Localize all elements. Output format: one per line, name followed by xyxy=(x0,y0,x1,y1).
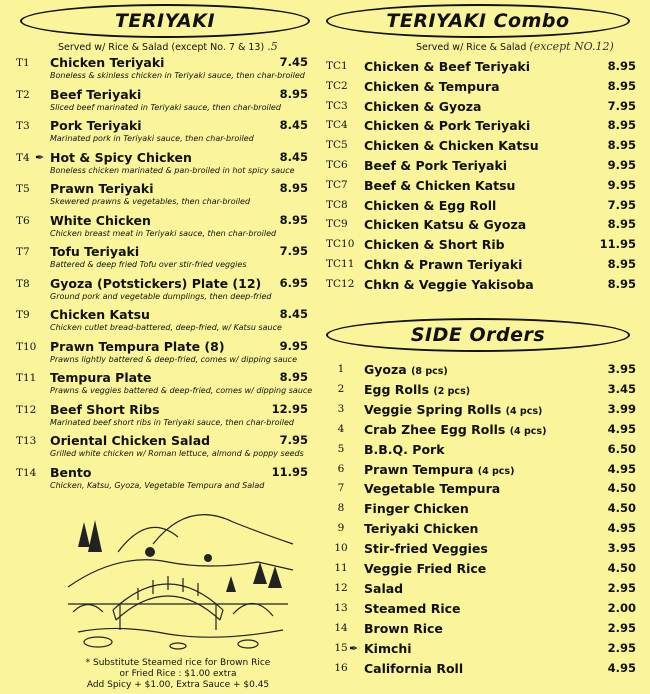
side-name xyxy=(364,481,500,496)
item-name: White Chicken xyxy=(50,212,151,228)
sides-banner xyxy=(326,318,630,352)
combo-title: TERIYAKI Combo xyxy=(386,10,570,32)
item-name: Hot & Spicy Chicken xyxy=(50,149,192,165)
side-code: 5 xyxy=(337,442,345,455)
item-code: T7 xyxy=(16,246,30,258)
side-name xyxy=(364,661,463,676)
item-price: 8.95 xyxy=(279,212,308,227)
side-code: 10 xyxy=(334,542,348,555)
side-code: 1 xyxy=(337,363,345,375)
side-portion-note: (4 pcs) xyxy=(477,465,515,477)
side-price: 3.99 xyxy=(607,401,636,416)
item-code: T14 xyxy=(16,466,37,479)
side-name-text: Steamed Rice xyxy=(364,600,461,616)
side-name-text: Brown Rice xyxy=(364,620,443,636)
item-name: Chicken Katsu xyxy=(50,307,150,322)
side-code: 6 xyxy=(337,462,345,475)
combo-code: TC10 xyxy=(326,238,355,251)
side-name xyxy=(364,362,448,377)
side-code: 2 xyxy=(337,382,345,395)
side-portion-note: (2 pcs) xyxy=(433,385,471,397)
side-name-text: Egg Rolls xyxy=(364,381,430,397)
item-price: 6.95 xyxy=(279,275,308,290)
side-price: 4.50 xyxy=(607,481,636,496)
item-code: T6 xyxy=(16,214,30,227)
item-description: Boneless & skinless chicken in Teriyaki sauce, then char-broiled xyxy=(50,71,305,80)
item-description: Sliced beef marinated in Teriyaki sauce, then char-broiled xyxy=(50,102,281,112)
item-code: T3 xyxy=(16,120,30,132)
item-name: Oriental Chicken Salad xyxy=(50,433,211,448)
side-portion-note: (4 pcs) xyxy=(505,405,543,417)
item-description: Ground pork and vegetable dumplings, then deep-fried xyxy=(50,291,272,301)
item-code: T12 xyxy=(16,403,37,416)
teriyaki-banner xyxy=(20,4,310,38)
side-code: 14 xyxy=(334,621,348,634)
combo-code: TC9 xyxy=(326,218,348,231)
side-price: 2.00 xyxy=(607,600,636,615)
teriyaki-handwritten-note: .5 xyxy=(267,40,278,53)
side-name-text: Salad xyxy=(364,580,404,596)
combo-name: Chicken Katsu & Gyoza xyxy=(364,217,527,233)
side-name xyxy=(364,601,461,616)
item-name: Bento xyxy=(50,464,92,480)
item-code: T9 xyxy=(16,309,30,321)
side-portion-note: (4 pcs) xyxy=(509,425,547,437)
combo-name: Chicken & Tempura xyxy=(364,78,500,94)
side-code: 4 xyxy=(337,422,345,435)
footnote-line-2: or Fried Rice : $1.00 extra xyxy=(119,669,237,679)
side-code: 8 xyxy=(337,502,345,515)
side-name-text: Prawn Tempura xyxy=(364,461,474,477)
side-name xyxy=(364,621,443,636)
item-code: T13 xyxy=(16,435,37,447)
item-description: Battered & deep fried Tofu over stir-fried veggies xyxy=(50,260,247,269)
side-code: 12 xyxy=(334,581,348,594)
side-code: 16 xyxy=(334,661,348,674)
side-name-text: Crab Zhee Egg Rolls xyxy=(364,421,506,437)
item-description: Chicken, Katsu, Gyoza, Vegetable Tempura and Salad xyxy=(50,480,265,490)
item-price: 11.95 xyxy=(271,464,308,479)
footnote-line-1: * Substitute Steamed rice for Brown Rice xyxy=(85,658,271,668)
side-name xyxy=(364,581,403,596)
side-price: 4.95 xyxy=(607,660,636,675)
side-price: 3.95 xyxy=(607,362,636,376)
item-description: Grilled white chicken w/ Roman lettuce, almond & poppy seeds xyxy=(50,449,304,458)
side-price: 2.95 xyxy=(607,620,636,635)
item-price: 8.95 xyxy=(279,370,308,384)
item-name: Prawn Tempura Plate (8) xyxy=(50,338,225,354)
side-code: 15 xyxy=(334,641,348,654)
item-description: Marinated beef short ribs in Teriyaki sauce, then char-broiled xyxy=(50,417,294,427)
item-name: Beef Short Ribs xyxy=(50,401,160,417)
combo-price: 8.95 xyxy=(607,138,636,153)
item-price: 8.45 xyxy=(279,149,308,164)
combo-subtitle-row xyxy=(416,40,614,53)
item-description: Boneless chicken marinated & pan-broiled in hot spicy sauce xyxy=(50,165,295,175)
side-name-text: Kimchi xyxy=(364,640,412,656)
item-price: 7.95 xyxy=(279,433,308,447)
side-name-text: B.B.Q. Pork xyxy=(364,441,445,457)
combo-price: 8.95 xyxy=(607,118,636,133)
combo-price: 8.95 xyxy=(607,78,636,93)
combo-code: TC1 xyxy=(326,60,348,72)
item-code: T5 xyxy=(16,183,30,195)
combo-name: Chicken & Gyoza xyxy=(364,98,482,114)
combo-code: TC2 xyxy=(326,79,348,92)
item-description: Chicken cutlet bread-battered, deep-fried, w/ Katsu sauce xyxy=(50,323,282,332)
combo-name: Chkn & Prawn Teriyaki xyxy=(364,257,523,272)
combo-name: Chkn & Veggie Yakisoba xyxy=(364,276,534,292)
item-price: 7.95 xyxy=(279,244,308,258)
item-code: T2 xyxy=(16,88,30,101)
side-code: 9 xyxy=(337,522,345,535)
item-description: Chicken breast meat in Teriyaki sauce, then char-broiled xyxy=(50,228,277,238)
combo-code: TC7 xyxy=(326,178,348,191)
side-name xyxy=(364,462,514,477)
side-price: 6.50 xyxy=(607,441,636,456)
side-price: 2.95 xyxy=(607,580,636,595)
chili-pepper-icon: ✒ xyxy=(35,150,45,164)
item-code: T4 xyxy=(16,151,30,164)
combo-code: TC5 xyxy=(326,139,348,152)
combo-price: 9.95 xyxy=(607,177,636,192)
side-code: 7 xyxy=(337,482,345,495)
side-name xyxy=(364,541,488,556)
combo-code: TC8 xyxy=(326,198,348,211)
combo-name: Chicken & Beef Teriyaki xyxy=(364,59,530,74)
item-description: Marinated pork in Teriyaki sauce, then char-broiled xyxy=(50,134,254,143)
combo-name: Chicken & Pork Teriyaki xyxy=(364,118,531,134)
item-price: 12.95 xyxy=(271,401,308,416)
combo-price: 7.95 xyxy=(607,98,636,113)
combo-code: TC4 xyxy=(326,119,348,132)
chili-pepper-icon: ✒ xyxy=(349,641,359,655)
combo-price: 7.95 xyxy=(607,197,636,212)
item-price: 8.95 xyxy=(279,181,308,195)
item-name: Pork Teriyaki xyxy=(50,118,142,133)
side-name xyxy=(364,641,412,656)
combo-price: 8.95 xyxy=(607,276,636,291)
side-name-text: Veggie Spring Rolls xyxy=(364,401,502,417)
combo-code: TC12 xyxy=(326,277,355,290)
side-code: 13 xyxy=(334,601,348,614)
item-name: Prawn Teriyaki xyxy=(50,181,154,196)
side-code: 3 xyxy=(337,402,345,415)
combo-price: 8.95 xyxy=(607,257,636,271)
side-name-text: Gyoza xyxy=(364,362,407,377)
side-price: 4.95 xyxy=(607,421,636,436)
item-name: Chicken Teriyaki xyxy=(50,55,165,70)
item-code: T11 xyxy=(16,372,37,384)
combo-price: 9.95 xyxy=(607,158,636,172)
teriyaki-subtitle: Served w/ Rice & Salad (except No. 7 & 13) xyxy=(58,42,265,53)
side-name xyxy=(364,402,542,417)
teriyaki-title: TERIYAKI xyxy=(114,10,216,32)
combo-subtitle: Served w/ Rice & Salad xyxy=(416,42,527,53)
combo-name: Beef & Pork Teriyaki xyxy=(364,158,508,173)
side-name xyxy=(364,501,469,516)
side-name-text: Veggie Fried Rice xyxy=(364,561,487,576)
combo-name: Chicken & Egg Roll xyxy=(364,197,497,213)
item-code: T8 xyxy=(16,277,30,290)
side-code: 11 xyxy=(334,562,348,574)
item-price: 8.45 xyxy=(279,118,308,132)
combo-code: TC6 xyxy=(326,159,348,171)
sides-title: SIDE Orders xyxy=(410,324,546,346)
item-description: Prawns lightly battered & deep-fried, comes w/ dipping sauce xyxy=(50,354,297,364)
side-name xyxy=(364,442,445,457)
side-price: 4.95 xyxy=(607,521,636,536)
combo-name: Beef & Chicken Katsu xyxy=(364,177,516,193)
combo-name: Chicken & Chicken Katsu xyxy=(364,138,539,154)
item-name: Beef Teriyaki xyxy=(50,86,142,102)
side-name xyxy=(364,422,546,437)
side-price: 2.95 xyxy=(607,640,636,655)
combo-price: 8.95 xyxy=(607,217,636,232)
garden-bridge-illustration xyxy=(58,492,298,654)
item-code: T1 xyxy=(16,57,30,69)
combo-price: 8.95 xyxy=(607,59,636,73)
footnote-line-3: Add Spicy + $1.00, Extra Sauce + $0.45 xyxy=(86,680,270,690)
combo-code: TC11 xyxy=(326,258,355,270)
combo-handwritten-note: (except NO.12) xyxy=(529,40,614,53)
teriyaki-subtitle-row xyxy=(58,40,278,53)
side-name-text: Teriyaki Chicken xyxy=(364,521,479,537)
side-price: 4.50 xyxy=(607,561,636,575)
combo-code: TC3 xyxy=(326,99,348,112)
side-name xyxy=(364,561,486,576)
item-price: 8.95 xyxy=(279,86,308,101)
combo-name: Chicken & Short Rib xyxy=(364,237,505,253)
side-price: 4.50 xyxy=(607,501,636,516)
combo-price: 11.95 xyxy=(599,237,636,252)
teriyaki-footnote xyxy=(58,658,298,691)
side-price: 4.95 xyxy=(607,461,636,476)
item-price: 8.45 xyxy=(279,307,308,321)
item-price: 9.95 xyxy=(279,338,308,353)
side-price: 3.45 xyxy=(607,381,636,396)
item-price: 7.45 xyxy=(279,55,308,69)
item-description: Skewered prawns & vegetables, then char-broiled xyxy=(50,197,251,206)
item-name: Gyoza (Potstickers) Plate (12) xyxy=(50,275,262,291)
item-name: Tempura Plate xyxy=(50,370,152,385)
side-name-text: Vegetable Tempura xyxy=(364,481,501,497)
item-name: Tofu Teriyaki xyxy=(50,244,140,259)
side-name-text: California Roll xyxy=(364,660,464,676)
side-name xyxy=(364,382,470,397)
side-portion-note: (8 pcs) xyxy=(411,366,448,377)
item-code: T10 xyxy=(16,340,37,353)
combo-banner xyxy=(326,4,630,38)
side-name xyxy=(364,521,478,536)
item-description: Prawns & veggies battered & deep-fried, comes w/ dipping sauce xyxy=(50,386,313,395)
side-name-text: Finger Chicken xyxy=(364,501,469,517)
side-price: 3.95 xyxy=(607,541,636,556)
side-name-text: Stir-fried Veggies xyxy=(364,541,488,557)
